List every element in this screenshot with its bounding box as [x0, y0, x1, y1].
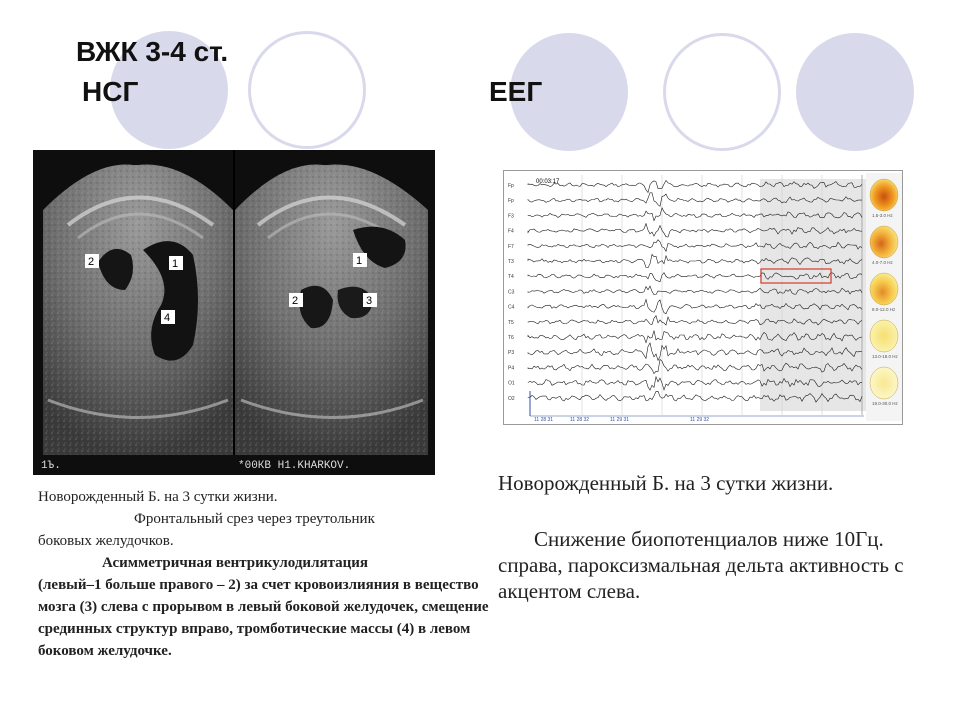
us-caption-bold-rest: (левый–1 больше правого – 2) за счет кровоизлияния в вещество мозга (3) слева с прорывом в левый боковой желудочек, смещение срединных структур вправо, тромботические массы (4) в левом боковом желудочке.: [38, 577, 489, 659]
eeg-topo-map-label: 8.0-12.0 Hz: [872, 307, 896, 312]
us-label-2-right: 2: [292, 295, 299, 307]
ultrasound-caption: [38, 486, 500, 662]
us-label-4-left: 4: [164, 312, 171, 324]
eeg-topo-map-label: 13.0-18.0 Hz: [872, 354, 898, 359]
eeg-topo-map: [870, 179, 898, 211]
eeg-topo-map: [870, 273, 898, 305]
us-label-2-left: 2: [88, 256, 95, 268]
slide-title: ВЖК 3-4 ст.: [76, 36, 229, 67]
eeg-caption-line2: Снижение биопотенциалов ниже: [534, 527, 829, 551]
eeg-topo-map-label: 19.0-30.0 Hz: [872, 401, 898, 406]
eeg-timestamp: 00:03:17: [536, 179, 560, 185]
eeg-channel-label: Fp: [508, 183, 514, 189]
eeg-topo-map: [870, 226, 898, 258]
eeg-channel-label: F3: [508, 213, 514, 220]
eeg-channel-label: F7: [508, 243, 514, 250]
eeg-channel-label: T5: [508, 319, 514, 326]
eeg-channel-label: T3: [508, 259, 514, 265]
eeg-channel-label: C3: [508, 289, 515, 296]
decor-circle-5: [796, 33, 914, 151]
eeg-channel-label: P3: [508, 350, 515, 357]
decor-circle-4: [663, 33, 781, 151]
eeg-caption: [498, 470, 938, 604]
eeg-channel-label: T4: [508, 274, 514, 281]
eeg-caption-line1: Новорожденный Б. на 3 сутки жизни.: [498, 471, 834, 495]
eeg-heading: ЕЕГ: [489, 76, 543, 107]
us-caption-line1: Новорожденный Б. на 3 сутки жизни.: [38, 489, 278, 505]
us-label-1-right: 1: [356, 255, 363, 267]
eeg-time-tick-4: 11 29 32: [690, 417, 710, 423]
eeg-channel-label: Fp: [508, 198, 514, 205]
us-label-1-left: 1: [172, 258, 179, 270]
us-label-3-right: 3: [366, 295, 373, 307]
decor-circle-2: [248, 31, 366, 149]
eeg-channel-label: T6: [508, 335, 514, 341]
eeg-topo-map-label: 1.5-3.0 Hz: [872, 213, 893, 218]
us-caption-bold-line1: Асимметричная вентрикулодилятация: [102, 555, 369, 571]
eeg-topo-map: [870, 367, 898, 399]
eeg-channel-label: C4: [508, 304, 515, 311]
ultrasound-image: [33, 150, 435, 475]
eeg-channel-label: P4: [508, 365, 515, 372]
us-caption-line2: Фронтальный срез через треутольник: [134, 511, 375, 527]
us-caption-line3: боковых желудочков.: [38, 533, 174, 549]
nsg-heading: НСГ: [82, 76, 139, 107]
eeg-time-tick-2: 11 28 32: [570, 417, 590, 423]
eeg-topo-map: [870, 320, 898, 352]
eeg-recording: [503, 170, 903, 425]
eeg-time-tick-3: 11 29 31: [610, 417, 630, 423]
eeg-time-tick-1: 11 28 31: [534, 417, 554, 423]
eeg-caption-line3: 10Гц. справа, пароксизмальная дельта активность с акцентом слева.: [498, 527, 904, 603]
eeg-topo-map-label: 4.0-7.0 Hz: [872, 260, 893, 265]
eeg-channel-label: O1: [508, 380, 515, 387]
us-footer-right: *00КВ Н1.KHARKOV.: [238, 460, 351, 472]
eeg-channel-label: O2: [508, 395, 515, 402]
eeg-channel-label: F4: [508, 228, 514, 235]
us-footer-left: 1Ъ.: [41, 460, 61, 472]
